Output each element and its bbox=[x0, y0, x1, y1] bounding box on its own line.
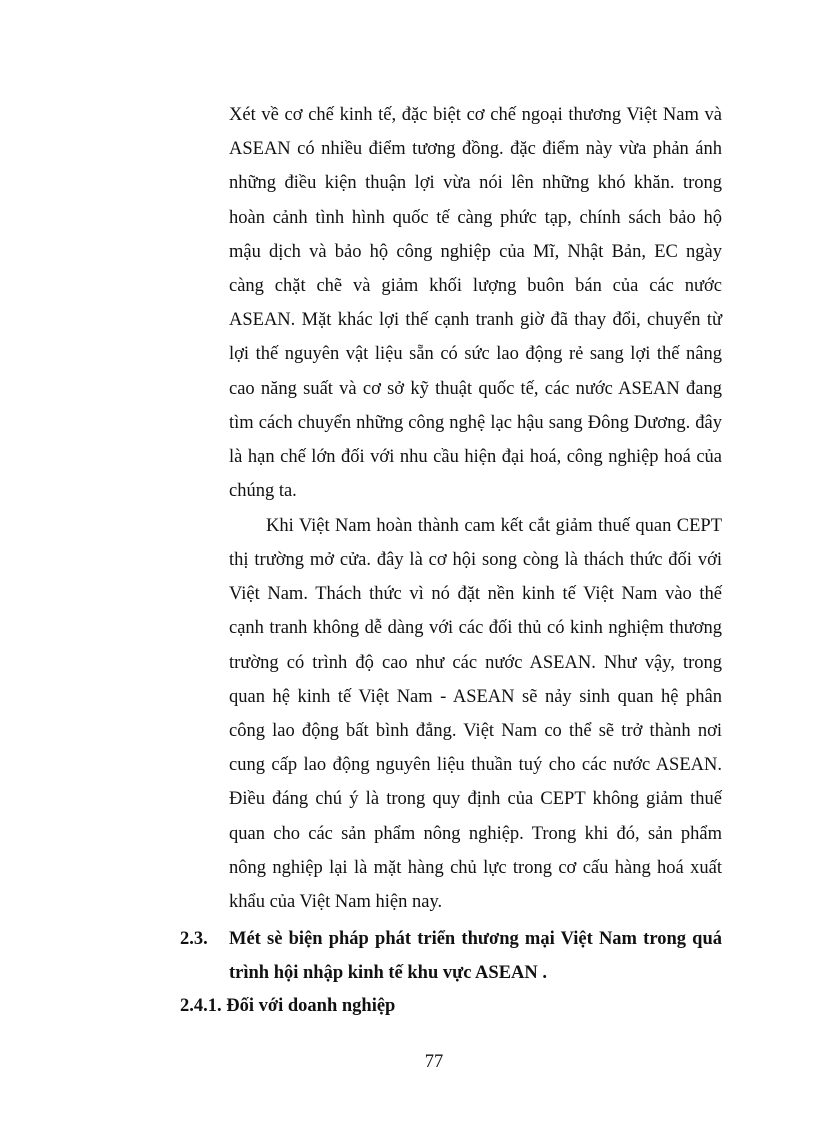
paragraph-1-line-11: là hạn chế lớn đối với nhu cầu hiện đại hoá, công nghiệp hoá của bbox=[229, 447, 722, 467]
paragraph-1-line-10: tìm cách chuyển những công nghệ lạc hậu sang Đông Dương. đây bbox=[229, 413, 722, 433]
paragraph-1-line-7: ASEAN. Mặt khác lợi thế cạnh tranh giờ đã thay đổi, chuyển từ bbox=[229, 310, 722, 330]
paragraph-2-line-8: cung cấp lao động nguyên liệu thuần tuý cho các nước ASEAN. bbox=[229, 755, 722, 775]
section-title-line-1: Mét sè biện pháp phát triển thương mại Việt Nam trong quá bbox=[229, 929, 722, 949]
subsection-title: 2.4.1. Đối với doanh nghiệp bbox=[180, 996, 396, 1016]
paragraph-2-line-2: thị trường mở cửa. đây là cơ hội song còng là thách thức đối với bbox=[229, 550, 722, 570]
paragraph-2-line-9: Điều đáng chú ý là trong quy định của CEPT không giảm thuế bbox=[229, 789, 722, 809]
section-title-line-2: trình hội nhập kinh tế khu vực ASEAN . bbox=[229, 963, 548, 983]
paragraph-2-line-4: cạnh tranh không dễ dàng với các đối thủ có kinh nghiệm thương bbox=[229, 618, 722, 638]
paragraph-2-line-12: khẩu của Việt Nam hiện nay. bbox=[229, 892, 443, 912]
paragraph-1-line-8: lợi thế nguyên vật liệu sẵn có sức lao động rẻ sang lợi thế nâng bbox=[229, 344, 722, 364]
paragraph-1-line-3: những điều kiện thuận lợi vừa nói lên những khó khăn. trong bbox=[229, 173, 722, 193]
paragraph-2-line-3: Việt Nam. Thách thức vì nó đặt nền kinh tế Việt Nam vào thế bbox=[229, 584, 722, 604]
paragraph-2-line-1: Khi Việt Nam hoàn thành cam kết cắt giảm thuế quan CEPT bbox=[266, 516, 722, 536]
paragraph-2-line-11: nông nghiệp lại là mặt hàng chủ lực trong cơ cấu hàng hoá xuất bbox=[229, 858, 722, 878]
paragraph-2-line-10: quan cho các sản phẩm nông nghiệp. Trong khi đó, sản phẩm bbox=[229, 824, 722, 844]
paragraph-2-line-5: trường có trình độ cao như các nước ASEAN. Như vậy, trong bbox=[229, 653, 722, 673]
paragraph-1-line-5: mậu dịch và bảo hộ công nghiệp của Mĩ, Nhật Bản, EC ngày bbox=[229, 242, 722, 262]
paragraph-1-line-4: hoàn cảnh tình hình quốc tế càng phức tạp, chính sách bảo hộ bbox=[229, 208, 722, 228]
paragraph-2-line-7: công lao động bất bình đẳng. Việt Nam co thể sẽ trở thành nơi bbox=[229, 721, 722, 741]
paragraph-1-line-1: Xét về cơ chế kinh tế, đặc biệt cơ chế ngoại thương Việt Nam và bbox=[229, 105, 722, 125]
page-number: 77 bbox=[424, 1052, 444, 1072]
paragraph-1-line-2: ASEAN có nhiều điểm tương đồng. đặc điểm này vừa phản ánh bbox=[229, 139, 722, 159]
paragraph-2-line-6: quan hệ kinh tế Việt Nam - ASEAN sẽ nảy sinh quan hệ phân bbox=[229, 687, 722, 707]
paragraph-1-line-12: chúng ta. bbox=[229, 481, 297, 501]
paragraph-1-line-6: càng chặt chẽ và giảm khối lượng buôn bán của các nước bbox=[229, 276, 722, 296]
section-number: 2.3. bbox=[180, 929, 208, 949]
paragraph-1-line-9: cao năng suất và cơ sở kỹ thuật quốc tế, các nước ASEAN đang bbox=[229, 379, 722, 399]
